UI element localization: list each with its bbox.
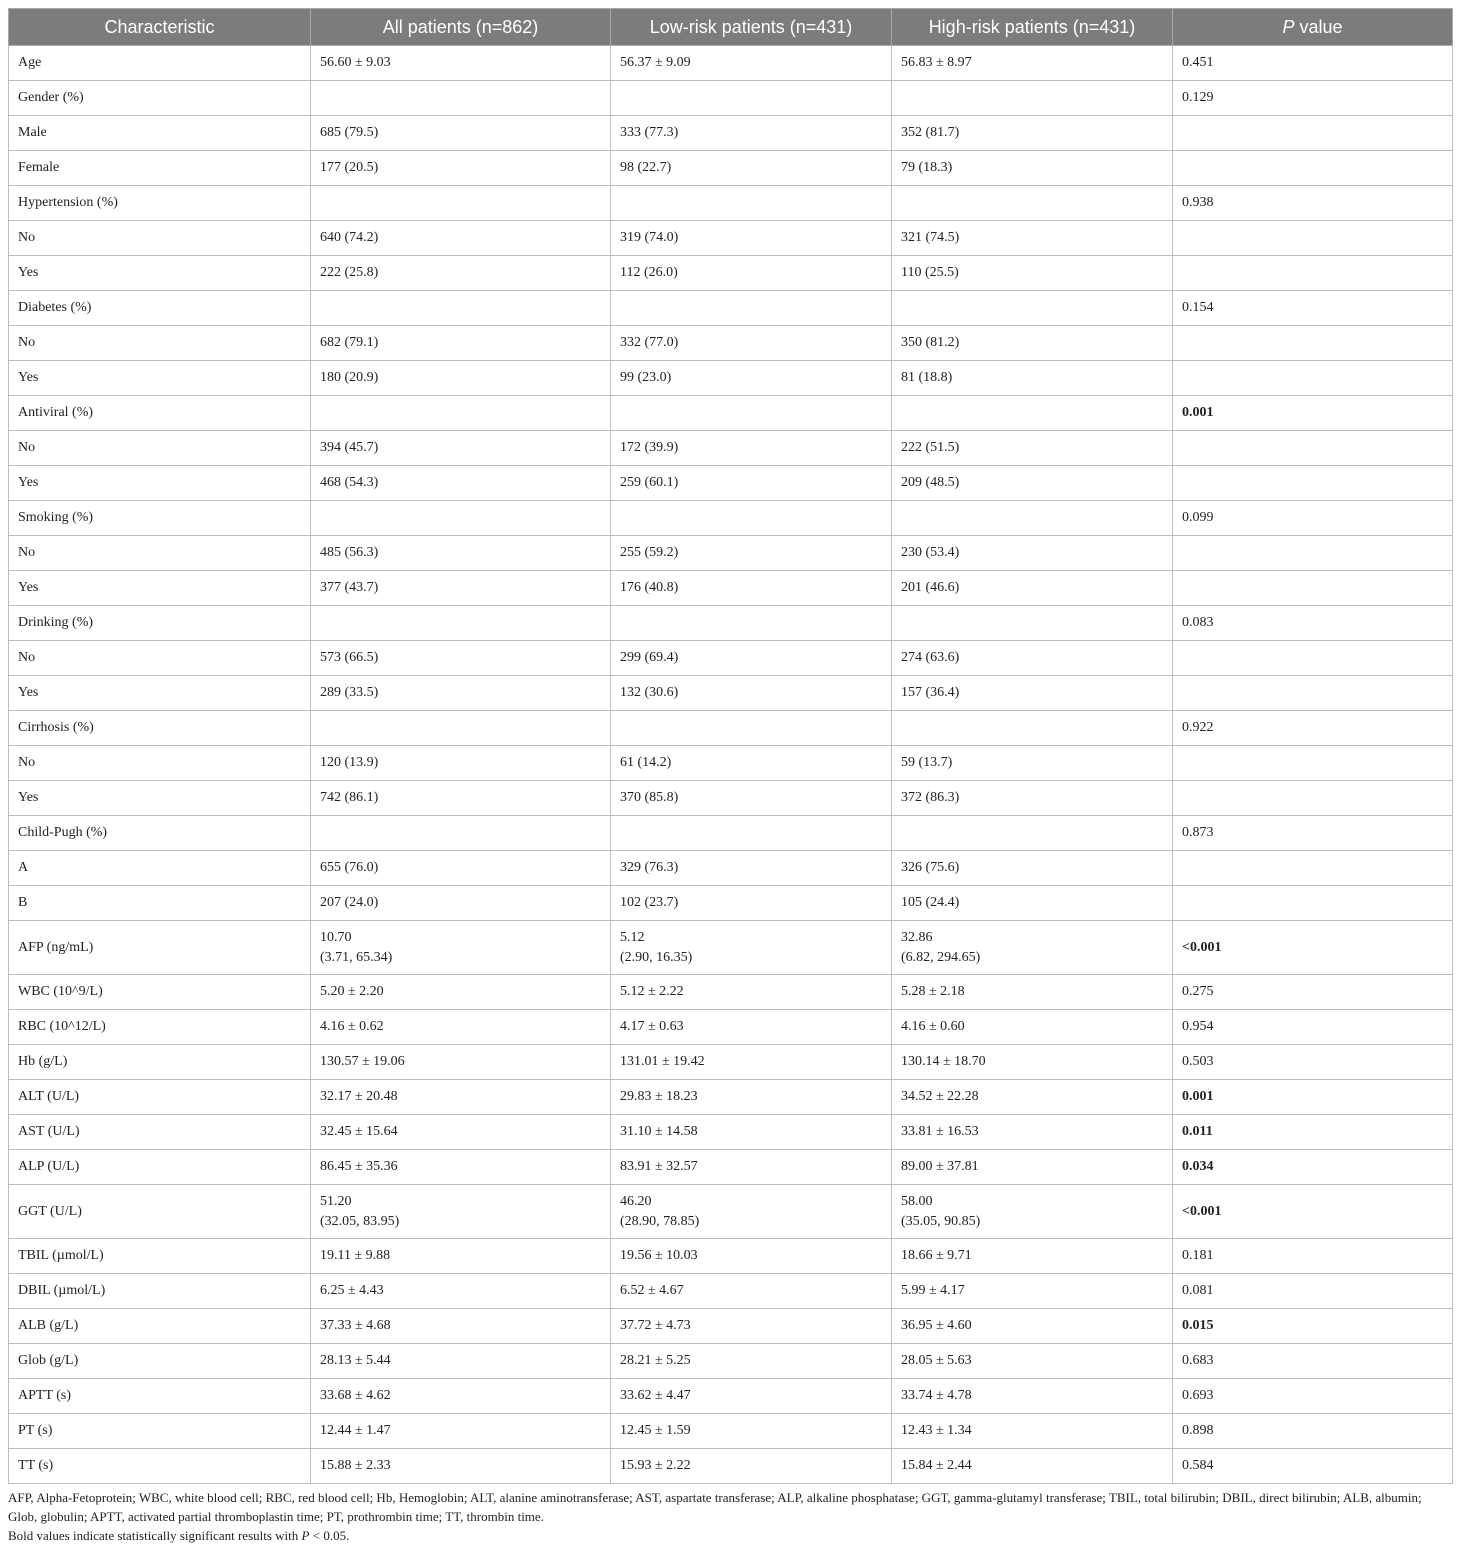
- cell-all-patients: 37.33 ± 4.68: [311, 1309, 611, 1344]
- table-row: [9, 291, 1453, 326]
- cell-low-risk: 259 (60.1): [611, 466, 892, 501]
- cell-all-patients: 32.17 ± 20.48: [311, 1080, 611, 1115]
- cell-all-patients: 56.60 ± 9.03: [311, 46, 611, 81]
- significance-note-suffix: < 0.05.: [309, 1528, 350, 1543]
- table-row: [9, 81, 1453, 116]
- cell-high-risk: [892, 396, 1173, 431]
- cell-low-risk: 28.21 ± 5.25: [611, 1344, 892, 1379]
- cell-low-risk: 329 (76.3): [611, 851, 892, 886]
- header-high-risk: High-risk patients (n=431): [892, 9, 1173, 46]
- cell-all-patients: 19.11 ± 9.88: [311, 1239, 611, 1274]
- cell-all-patients: 5.20 ± 2.20: [311, 975, 611, 1010]
- table-row: [9, 151, 1453, 186]
- cell-all-patients: 120 (13.9): [311, 746, 611, 781]
- cell-p-value: <0.001: [1173, 921, 1453, 975]
- cell-all-patients: 32.45 ± 15.64: [311, 1115, 611, 1150]
- cell-all-patients: 468 (54.3): [311, 466, 611, 501]
- cell-low-risk: 333 (77.3): [611, 116, 892, 151]
- cell-all-patients: [311, 396, 611, 431]
- cell-high-risk: 56.83 ± 8.97: [892, 46, 1173, 81]
- table-row: [9, 641, 1453, 676]
- table-row: [9, 116, 1453, 151]
- cell-high-risk: [892, 711, 1173, 746]
- cell-p-value: [1173, 641, 1453, 676]
- cell-line: 32.86: [901, 929, 933, 945]
- cell-all-patients: 207 (24.0): [311, 886, 611, 921]
- cell-low-risk: 4.17 ± 0.63: [611, 1010, 892, 1045]
- cell-low-risk: [611, 396, 892, 431]
- significance-note: [8, 1526, 1452, 1545]
- cell-characteristic: Glob (g/L): [9, 1344, 311, 1379]
- cell-line: 10.70: [320, 929, 352, 945]
- cell-high-risk: 15.84 ± 2.44: [892, 1449, 1173, 1484]
- cell-all-patients: 289 (33.5): [311, 676, 611, 711]
- cell-characteristic: No: [9, 326, 311, 361]
- table-row: [9, 1309, 1453, 1344]
- cell-high-risk: 274 (63.6): [892, 641, 1173, 676]
- cell-low-risk: [611, 291, 892, 326]
- cell-characteristic: A: [9, 851, 311, 886]
- cell-high-risk: 157 (36.4): [892, 676, 1173, 711]
- table-row: [9, 326, 1453, 361]
- cell-high-risk: [892, 81, 1173, 116]
- cell-characteristic: GGT (U/L): [9, 1185, 311, 1239]
- cell-low-risk: 176 (40.8): [611, 571, 892, 606]
- table-row: [9, 711, 1453, 746]
- cell-high-risk: 12.43 ± 1.34: [892, 1414, 1173, 1449]
- cell-all-patients: 28.13 ± 5.44: [311, 1344, 611, 1379]
- cell-all-patients: [311, 816, 611, 851]
- table-row: [9, 1449, 1453, 1484]
- cell-all-patients: 86.45 ± 35.36: [311, 1150, 611, 1185]
- cell-low-risk: 6.52 ± 4.67: [611, 1274, 892, 1309]
- cell-low-risk: [611, 606, 892, 641]
- cell-low-risk: 99 (23.0): [611, 361, 892, 396]
- cell-high-risk: 326 (75.6): [892, 851, 1173, 886]
- cell-low-risk: [611, 186, 892, 221]
- header-p-rest: value: [1294, 16, 1343, 37]
- cell-high-risk: [892, 1185, 1173, 1239]
- cell-characteristic: TT (s): [9, 1449, 311, 1484]
- cell-p-value: 0.898: [1173, 1414, 1453, 1449]
- cell-high-risk: 5.99 ± 4.17: [892, 1274, 1173, 1309]
- cell-p-value: 0.503: [1173, 1045, 1453, 1080]
- table-row: [9, 256, 1453, 291]
- cell-p-value: 0.275: [1173, 975, 1453, 1010]
- cell-p-value: [1173, 361, 1453, 396]
- cell-characteristic: No: [9, 641, 311, 676]
- cell-low-risk: 332 (77.0): [611, 326, 892, 361]
- table-row: [9, 1185, 1453, 1239]
- cell-p-value: 0.001: [1173, 396, 1453, 431]
- table-row: [9, 1010, 1453, 1045]
- cell-p-value: [1173, 466, 1453, 501]
- cell-characteristic: B: [9, 886, 311, 921]
- cell-characteristic: Hypertension (%): [9, 186, 311, 221]
- table-row: [9, 1414, 1453, 1449]
- cell-low-risk: [611, 501, 892, 536]
- table-row: [9, 1045, 1453, 1080]
- cell-p-value: [1173, 116, 1453, 151]
- cell-all-patients: 573 (66.5): [311, 641, 611, 676]
- cell-high-risk: 5.28 ± 2.18: [892, 975, 1173, 1010]
- cell-high-risk: 130.14 ± 18.70: [892, 1045, 1173, 1080]
- cell-all-patients: 177 (20.5): [311, 151, 611, 186]
- header-characteristic: Characteristic: [9, 9, 311, 46]
- table-row: [9, 816, 1453, 851]
- cell-high-risk: [892, 606, 1173, 641]
- cell-p-value: 0.001: [1173, 1080, 1453, 1115]
- cell-line: (32.05, 83.95): [320, 1213, 400, 1229]
- cell-low-risk: 19.56 ± 10.03: [611, 1239, 892, 1274]
- cell-p-value: [1173, 851, 1453, 886]
- cell-characteristic: PT (s): [9, 1414, 311, 1449]
- table-row: [9, 396, 1453, 431]
- cell-low-risk: [611, 81, 892, 116]
- cell-p-value: [1173, 151, 1453, 186]
- cell-high-risk: [892, 921, 1173, 975]
- cell-characteristic: No: [9, 221, 311, 256]
- cell-low-risk: [611, 921, 892, 975]
- table-row: [9, 746, 1453, 781]
- cell-p-value: 0.099: [1173, 501, 1453, 536]
- cell-low-risk: 112 (26.0): [611, 256, 892, 291]
- cell-high-risk: 36.95 ± 4.60: [892, 1309, 1173, 1344]
- cell-all-patients: 640 (74.2): [311, 221, 611, 256]
- cell-characteristic: DBIL (µmol/L): [9, 1274, 311, 1309]
- cell-high-risk: 350 (81.2): [892, 326, 1173, 361]
- cell-p-value: <0.001: [1173, 1185, 1453, 1239]
- cell-all-patients: 6.25 ± 4.43: [311, 1274, 611, 1309]
- header-p-italic: P: [1282, 16, 1295, 37]
- significance-note-p: P: [301, 1528, 310, 1543]
- cell-line: (3.71, 65.34): [320, 949, 393, 965]
- baseline-characteristics-table: [8, 8, 1453, 1484]
- cell-all-patients: [311, 606, 611, 641]
- abbreviation-note: AFP, Alpha-Fetoprotein; WBC, white blood cell; RBC, red blood cell; Hb, Hemoglobin; ALT, alanine aminotransferase; AST, aspartate transferase; ALP, alkaline phosphatase; GGT, gamma-glutamyl transferase; TBIL, total bilirubin; DBIL, direct bilirubin; ALB, albumin; Glob, globulin; APTT, activated partial thromboplastin time; PT, prothrombin time; TT, thrombin time.: [8, 1490, 1422, 1524]
- cell-high-risk: [892, 501, 1173, 536]
- cell-low-risk: [611, 816, 892, 851]
- table-row: [9, 536, 1453, 571]
- cell-all-patients: 15.88 ± 2.33: [311, 1449, 611, 1484]
- cell-all-patients: 685 (79.5): [311, 116, 611, 151]
- cell-low-risk: 299 (69.4): [611, 641, 892, 676]
- table-container: [8, 8, 1452, 1545]
- cell-low-risk: [611, 711, 892, 746]
- cell-all-patients: [311, 1185, 611, 1239]
- cell-high-risk: 110 (25.5): [892, 256, 1173, 291]
- cell-line: 51.20: [320, 1193, 352, 1209]
- cell-high-risk: 79 (18.3): [892, 151, 1173, 186]
- cell-all-patients: 180 (20.9): [311, 361, 611, 396]
- cell-characteristic: TBIL (µmol/L): [9, 1239, 311, 1274]
- cell-p-value: 0.584: [1173, 1449, 1453, 1484]
- cell-low-risk: 5.12 ± 2.22: [611, 975, 892, 1010]
- footnotes: [8, 1488, 1452, 1545]
- cell-characteristic: RBC (10^12/L): [9, 1010, 311, 1045]
- cell-low-risk: 12.45 ± 1.59: [611, 1414, 892, 1449]
- cell-p-value: 0.693: [1173, 1379, 1453, 1414]
- cell-p-value: 0.154: [1173, 291, 1453, 326]
- cell-all-patients: 12.44 ± 1.47: [311, 1414, 611, 1449]
- cell-characteristic: WBC (10^9/L): [9, 975, 311, 1010]
- cell-high-risk: 28.05 ± 5.63: [892, 1344, 1173, 1379]
- cell-line: 5.12: [620, 929, 645, 945]
- cell-line: (2.90, 16.35): [620, 949, 693, 965]
- cell-characteristic: Hb (g/L): [9, 1045, 311, 1080]
- cell-line: 58.00: [901, 1193, 933, 1209]
- cell-low-risk: 31.10 ± 14.58: [611, 1115, 892, 1150]
- cell-p-value: 0.129: [1173, 81, 1453, 116]
- table-row: [9, 1274, 1453, 1309]
- cell-high-risk: 59 (13.7): [892, 746, 1173, 781]
- cell-low-risk: 102 (23.7): [611, 886, 892, 921]
- cell-high-risk: 201 (46.6): [892, 571, 1173, 606]
- cell-line: 46.20: [620, 1193, 652, 1209]
- cell-characteristic: Yes: [9, 676, 311, 711]
- cell-all-patients: 130.57 ± 19.06: [311, 1045, 611, 1080]
- cell-characteristic: APTT (s): [9, 1379, 311, 1414]
- cell-p-value: 0.451: [1173, 46, 1453, 81]
- cell-characteristic: Yes: [9, 466, 311, 501]
- cell-all-patients: 485 (56.3): [311, 536, 611, 571]
- cell-all-patients: 655 (76.0): [311, 851, 611, 886]
- cell-p-value: [1173, 571, 1453, 606]
- cell-characteristic: Antiviral (%): [9, 396, 311, 431]
- cell-characteristic: Female: [9, 151, 311, 186]
- table-row: [9, 466, 1453, 501]
- cell-all-patients: [311, 921, 611, 975]
- table-row: [9, 431, 1453, 466]
- cell-high-risk: 33.74 ± 4.78: [892, 1379, 1173, 1414]
- cell-high-risk: 81 (18.8): [892, 361, 1173, 396]
- cell-p-value: [1173, 431, 1453, 466]
- cell-characteristic: Child-Pugh (%): [9, 816, 311, 851]
- cell-all-patients: 222 (25.8): [311, 256, 611, 291]
- cell-p-value: [1173, 326, 1453, 361]
- cell-line: (28.90, 78.85): [620, 1213, 700, 1229]
- cell-p-value: 0.081: [1173, 1274, 1453, 1309]
- table-row: [9, 1344, 1453, 1379]
- cell-low-risk: 255 (59.2): [611, 536, 892, 571]
- cell-p-value: 0.034: [1173, 1150, 1453, 1185]
- table-row: [9, 221, 1453, 256]
- cell-characteristic: Yes: [9, 571, 311, 606]
- cell-p-value: 0.938: [1173, 186, 1453, 221]
- cell-p-value: 0.683: [1173, 1344, 1453, 1379]
- cell-high-risk: 222 (51.5): [892, 431, 1173, 466]
- cell-characteristic: Yes: [9, 781, 311, 816]
- cell-low-risk: 15.93 ± 2.22: [611, 1449, 892, 1484]
- cell-characteristic: No: [9, 536, 311, 571]
- cell-characteristic: No: [9, 431, 311, 466]
- cell-low-risk: 61 (14.2): [611, 746, 892, 781]
- header-low-risk: Low-risk patients (n=431): [611, 9, 892, 46]
- table-body: [9, 46, 1453, 1484]
- cell-all-patients: 33.68 ± 4.62: [311, 1379, 611, 1414]
- cell-p-value: [1173, 746, 1453, 781]
- cell-high-risk: 33.81 ± 16.53: [892, 1115, 1173, 1150]
- cell-characteristic: Cirrhosis (%): [9, 711, 311, 746]
- cell-all-patients: 394 (45.7): [311, 431, 611, 466]
- table-row: [9, 975, 1453, 1010]
- header-p-value: [1173, 9, 1453, 46]
- cell-low-risk: 37.72 ± 4.73: [611, 1309, 892, 1344]
- cell-low-risk: 131.01 ± 19.42: [611, 1045, 892, 1080]
- cell-p-value: 0.083: [1173, 606, 1453, 641]
- table-row: [9, 186, 1453, 221]
- header-all-patients: All patients (n=862): [311, 9, 611, 46]
- cell-high-risk: 372 (86.3): [892, 781, 1173, 816]
- cell-low-risk: 172 (39.9): [611, 431, 892, 466]
- cell-all-patients: 377 (43.7): [311, 571, 611, 606]
- cell-p-value: 0.015: [1173, 1309, 1453, 1344]
- cell-high-risk: 230 (53.4): [892, 536, 1173, 571]
- cell-high-risk: [892, 186, 1173, 221]
- cell-line: (6.82, 294.65): [901, 949, 981, 965]
- table-row: [9, 851, 1453, 886]
- cell-low-risk: 83.91 ± 32.57: [611, 1150, 892, 1185]
- table-row: [9, 501, 1453, 536]
- cell-characteristic: ALP (U/L): [9, 1150, 311, 1185]
- cell-low-risk: 56.37 ± 9.09: [611, 46, 892, 81]
- cell-high-risk: 105 (24.4): [892, 886, 1173, 921]
- cell-p-value: 0.922: [1173, 711, 1453, 746]
- cell-p-value: 0.954: [1173, 1010, 1453, 1045]
- cell-characteristic: ALB (g/L): [9, 1309, 311, 1344]
- cell-p-value: [1173, 781, 1453, 816]
- cell-high-risk: 18.66 ± 9.71: [892, 1239, 1173, 1274]
- cell-characteristic: Smoking (%): [9, 501, 311, 536]
- table-row: [9, 1115, 1453, 1150]
- cell-low-risk: 29.83 ± 18.23: [611, 1080, 892, 1115]
- cell-p-value: 0.181: [1173, 1239, 1453, 1274]
- cell-high-risk: 209 (48.5): [892, 466, 1173, 501]
- cell-low-risk: 319 (74.0): [611, 221, 892, 256]
- cell-all-patients: 4.16 ± 0.62: [311, 1010, 611, 1045]
- cell-characteristic: Yes: [9, 256, 311, 291]
- cell-characteristic: Male: [9, 116, 311, 151]
- cell-high-risk: 89.00 ± 37.81: [892, 1150, 1173, 1185]
- cell-characteristic: ALT (U/L): [9, 1080, 311, 1115]
- cell-low-risk: 33.62 ± 4.47: [611, 1379, 892, 1414]
- table-row: [9, 1150, 1453, 1185]
- cell-all-patients: [311, 291, 611, 326]
- cell-p-value: [1173, 536, 1453, 571]
- table-row: [9, 886, 1453, 921]
- significance-note-prefix: Bold values indicate statistically significant results with: [8, 1528, 302, 1543]
- table-row: [9, 46, 1453, 81]
- cell-characteristic: Diabetes (%): [9, 291, 311, 326]
- cell-all-patients: 682 (79.1): [311, 326, 611, 361]
- cell-p-value: 0.011: [1173, 1115, 1453, 1150]
- table-row: [9, 921, 1453, 975]
- cell-characteristic: Age: [9, 46, 311, 81]
- cell-characteristic: AFP (ng/mL): [9, 921, 311, 975]
- cell-low-risk: 98 (22.7): [611, 151, 892, 186]
- cell-p-value: [1173, 676, 1453, 711]
- table-row: [9, 571, 1453, 606]
- table-row: [9, 781, 1453, 816]
- cell-characteristic: Gender (%): [9, 81, 311, 116]
- cell-high-risk: 4.16 ± 0.60: [892, 1010, 1173, 1045]
- header-row: [9, 9, 1453, 46]
- cell-high-risk: 352 (81.7): [892, 116, 1173, 151]
- cell-line: (35.05, 90.85): [901, 1213, 981, 1229]
- table-row: [9, 361, 1453, 396]
- cell-all-patients: [311, 711, 611, 746]
- cell-low-risk: 370 (85.8): [611, 781, 892, 816]
- table-row: [9, 676, 1453, 711]
- cell-high-risk: 321 (74.5): [892, 221, 1173, 256]
- cell-p-value: 0.873: [1173, 816, 1453, 851]
- table-row: [9, 1080, 1453, 1115]
- table-row: [9, 1379, 1453, 1414]
- cell-high-risk: [892, 291, 1173, 326]
- table-row: [9, 606, 1453, 641]
- cell-low-risk: [611, 1185, 892, 1239]
- cell-p-value: [1173, 886, 1453, 921]
- cell-characteristic: No: [9, 746, 311, 781]
- cell-high-risk: [892, 816, 1173, 851]
- cell-characteristic: Drinking (%): [9, 606, 311, 641]
- cell-all-patients: [311, 81, 611, 116]
- cell-p-value: [1173, 256, 1453, 291]
- cell-all-patients: 742 (86.1): [311, 781, 611, 816]
- cell-characteristic: Yes: [9, 361, 311, 396]
- table-row: [9, 1239, 1453, 1274]
- cell-low-risk: 132 (30.6): [611, 676, 892, 711]
- cell-all-patients: [311, 186, 611, 221]
- cell-all-patients: [311, 501, 611, 536]
- cell-characteristic: AST (U/L): [9, 1115, 311, 1150]
- cell-high-risk: 34.52 ± 22.28: [892, 1080, 1173, 1115]
- cell-p-value: [1173, 221, 1453, 256]
